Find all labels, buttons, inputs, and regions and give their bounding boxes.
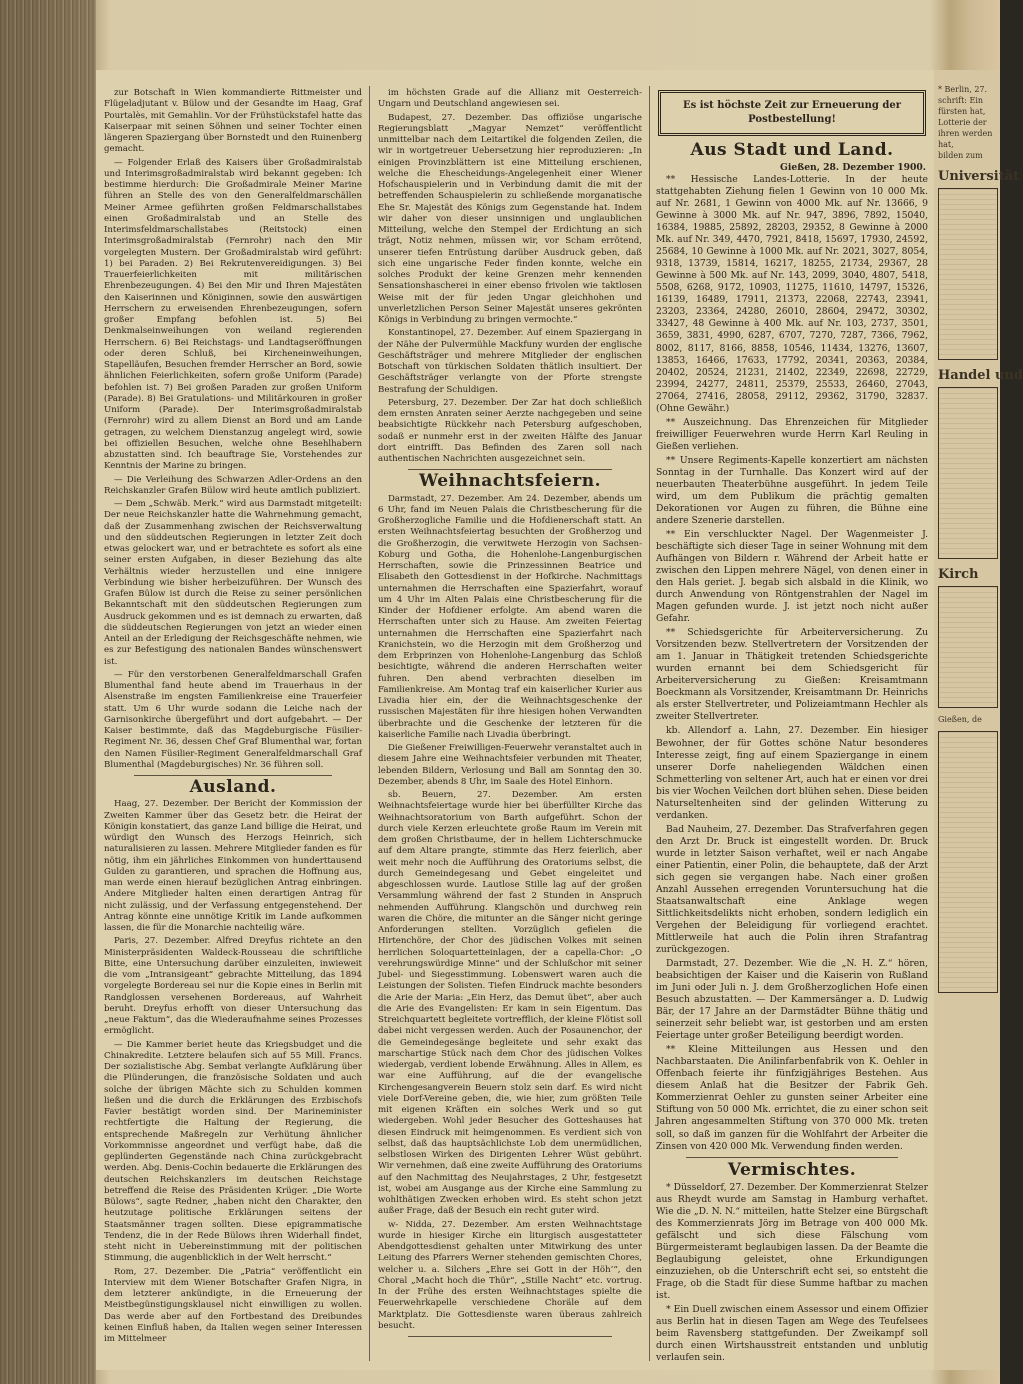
article-paragraph: * Ein Duell zwischen einem Assessor und einem Offizier aus Berlin hat in diesen Tagen am Wege des Teufelsees beim Ravensberg stattgefunden. Der Zweikampf soll durch einen Wirtshausstreit entstanden und unblutig verlaufen sein. (656, 1303, 928, 1364)
section-heading-stadt-und-land: Aus Stadt und Land. (690, 140, 894, 160)
article-paragraph: ** Schiedsgerichte für Arbeiterversicherung. Zu Vorsitzenden bezw. Stellvertretern der Vorsitzenden der am 1. Januar in Thätigkeit tretenden Schiedsgerichte wurden ernannt bei dem Schiedsgericht für Arbeiterversicherung zu Gießen: Kreisamtmann Boeckmann als Vorsitzender, Kreisamtmann Dr. Heinrichs als erster Stellvertreter, und Polizeiamtmann Hechler als zweiter Stellvertreter. (656, 627, 928, 723)
article-paragraph: Konstantinopel, 27. Dezember. Auf einem Spaziergang in der Nähe der Pulvermühle Mackfuny wurden der englische Geschäftsträger und mehrere Mitglieder der englischen Botschaft von türkischen Soldaten thätlich insultiert. Der Geschäftsträger verlangte von der Pforte strengste Bestrafung der Schuldigen. (378, 328, 642, 395)
article-paragraph: kb. Allendorf a. Lahn, 27. Dezember. Ein hiesiger Bewohner, der für Gottes schöne Natur besonderes Interesse zeigt, fing auf einem Spaziergange in einem unserer Dorfe naheliegenden Wäldchen einen Schmetterling von seltener Art, auch hat er einen vor drei bis vier Wochen Veilchen dort blühen sehen. Diese beiden Naturseltenheiten sind der gelinden Witterung zu verdanken. (656, 725, 928, 821)
section-heading-weihnachtsfeiern: Weihnachtsfeiern. (419, 471, 601, 492)
adjacent-line: bilden zum (938, 151, 983, 160)
article-paragraph: — Die Kammer beriet heute das Kriegsbudget und die Chinakredite. Letztere belaufen sich auf 55 Mill. Francs. Der sozialistische Abg. Sembat verlangte Aufklärung über die Plünderungen, die französische Soldaten und auch solche der übrigen Mächte sich zu Schulden kommen ließen und die durch die Erklärungen des Erzbischofs Favier bestätigt worden sind. Der Marineminister rechtfertigte die Haltung der Regierung, die entsprechende Maßregeln zur Verhütung ähnlicher Vorkommnisse angeordnet und verfügt habe, daß die geplünderten Gegenstände nach China zurückgebracht werden. Abg. Denis-Cochin bedauerte die Erklärungen des deutschen Reichskanzlers im deutschen Reichstage betreffend die Reise des Präsidenten Krüger. „Die Worte Bülows“, sagte Redner, „haben nicht den Charakter, den heutzutage politische Erklärungen seitens der Staatsmänner tragen sollten. Diese epigrammatische Tendenz, die in der Rede Bülows ihren Widerhall findet, steht nicht in Uebereinstimmung mit der politischen Stimmung, die augenblicklich in der Welt herrscht.“ (104, 1039, 362, 1264)
article-paragraph: * Düsseldorf, 27. Dezember. Der Kommerzienrat Stelzer aus Rheydt wurde am Samstag in Hamburg verhaftet. Wie die „D. N. N.“ mitteilen, hatte Stelzer eine Bürgschaft des Kommerzienrats Jörg im Betrage von 400 000 Mk. gefälscht und sich diese Fälschung vom Bürgermeisteramt beglaubigen lassen. Da der Beamte die Beglaubigung geleistet, ohne Erkundigungen einzuziehen, ob die Unterschrift echt sei, so entsteht die Frage, ob die Stadt für diese Summe haftbar zu machen ist. (656, 1181, 928, 1301)
adjacent-line: schrift: Ein (938, 96, 984, 105)
adjacent-line: Gießen, de (938, 715, 982, 724)
dateline: Gießen, 28. Dezember 1900. (780, 162, 926, 174)
subscription-notice: Es ist höchste Zeit zur Erneuerung der Postbestellung! (658, 90, 926, 136)
adjacent-heading: Kirch (938, 567, 979, 582)
article-paragraph: Paris, 27. Dezember. Alfred Dreyfus richtete an den Ministerpräsidenten Waldeck-Rousseau die schriftliche Bitte, eine Untersuchung darüber einzuleiten, inwieweit die vom „Intransigeant“ gebrachte Mitteilung, das 1894 vorgelegte Bordereau sei nur die Kopie eines in Berlin mit Randglossen versehenen Bordereaus, auf Wahrheit beruht. Dreyfus erhofft von dieser Untersuchung das „neue Faktum“, das die Wiederaufnahme seines Prozesses ermöglicht. (104, 936, 362, 1037)
book-spine (0, 0, 96, 1384)
column-rule (369, 86, 370, 1361)
article-paragraph: zur Botschaft in Wien kommandierte Rittmeister und Flügeladjutant v. Bülow und der Gesandte im Haag, Graf Pourtalès, mit Gemahlin. Vor der Frühstückstafel hatte das Kaiserpaar mit seinen Söhnen und seiner Tochter einen längeren Spaziergang über Bornstedt und den Ruinenberg gemacht. (104, 88, 362, 155)
adjacent-text-block (938, 387, 998, 559)
article-paragraph: Rom, 27. Dezember. Die „Patria“ veröffentlicht ein Interview mit dem Wiener Botschafter Grafen Nigra, in dem letzterer ankündigte, in die Erneuerung der Meistbegünstigungsklausel nicht einwilligen zu wollen. Das werde aber auf den Fortbestand des Dreibundes keinen Einfluß haben, da Italien wegen seiner Interessen im Mittelmeer (104, 1266, 362, 1344)
section-heading-ausland: Ausland. (189, 777, 277, 797)
adjacent-line: hat, (938, 140, 954, 149)
adjacent-advertisement (938, 731, 998, 993)
column-3 (656, 88, 928, 1366)
article-paragraph: — Dem „Schwäb. Merk.“ wird aus Darmstadt mitgeteilt: Der neue Reichskanzler hatte die Wahrnehmung gemacht, daß der Zusammenhang zwischen der Reichsverwaltung und den süddeutschen Regierungen in letzter Zeit doch etwas gelockert war, und er betrachtete es sofort als eine seiner ersten Aufgaben, in dieser Beziehung das alte Verhältnis wieder herzustellen und eine innigere Verbindung wie bisher herbeizuführen. Der Wunsch des Grafen Bülow ist durch die Reise zu seiner persönlichen Bekanntschaft mit den süddeutschen Regierungen zum Ausdruck gekommen und es ist demnach zu erwarten, daß die süddeutschen Regierungen von jetzt an wieder einen Anteil an der Erledigung der Reichsgeschäfte nehmen, wie es zur Befestigung des nationalen Bandes wünschenswert ist. (104, 499, 362, 667)
section-divider (134, 775, 332, 776)
article-paragraph: Budapest, 27. Dezember. Das offiziöse ungarische Regierungsblatt „Magyar Nemzet“ veröffentlicht unmittelbar nach dem Leitartikel die folgenden Zeilen, die wir in wortgetreuer Uebersetzung hier reproduzieren: „In einigen Provinzblättern ist eine Mitteilung erschienen, welche die Ehescheidungs-Angelegenheit einer Wiener Hofschauspielerin und in Verbindung damit die mit der betreffenden Schauspielerin zu schließende morganatische Ehe Sr. Majestät des Königs zum Gegenstande hat. Indem wir daher von dieser unsinnigen und unglaublichen Mitteilung, welche den Stempel der Erdichtung an sich trägt, Notiz nehmen, müssen wir, vor Scham errötend, unserer tiefen Entrüstung darüber Ausdruck geben, daß sich eine ungarische Feder finden konnte, welche ein solches Produkt der keine Grenzen mehr kennenden Sensationshascherei in einer ebenso frivolen wie taktlosen Weise mit der für jeden Ungar gleichhohen und unverletzlichen Person Seiner Majestät unseres gekrönten Königs in Verbindung zu bringen vermochte.“ (378, 112, 642, 325)
article-paragraph: w- Nidda, 27. Dezember. Am ersten Weihnachtstage wurde in hiesiger Kirche ein liturgisch ausgestatteter Abendgottesdienst gehalten unter Mitwirkung des unter Leitung des Pfarrers Werner stehenden gemischten Chores, welcher u. a. Silchers „Ehre sei Gott in der Höh’“, den Choral „Macht hoch die Thür“, „Stille Nacht“ etc. vortrug. In der Frühe des ersten Weihnachtstages spielte die Feuerwehrkapelle verschiedene Choräle auf dem Marktplatz. Die Gottesdienste waren überaus zahlreich besucht. (378, 1219, 642, 1331)
article-paragraph: im höchsten Grade auf die Allianz mit Oesterreich-Ungarn und Deutschland angewiesen sei. (378, 88, 642, 110)
adjacent-page-text (938, 84, 1023, 999)
article-paragraph: ** Hessische Landes-Lotterie. In der heute stattgehabten Ziehung fielen 1 Gewinn von 10 000 Mk. auf Nr. 2681, 1 Gewinn von 4000 Mk. auf Nr. 13666, 9 Gewinne à 3000 Mk. auf Nr. 947, 3896, 7892, 15040, 16384, 19885, 25892, 28203, 29352, 8 Gewinne à 2000 Mk. auf Nr. 349, 4470, 7921, 8418, 15697, 17930, 24592, 25684, 10 Gewinne à 1000 Mk. auf Nr. 2021, 3027, 8054, 9318, 13739, 15814, 16217, 18255, 21734, 29367, 28 Gewinne à 500 Mk. auf Nr. 143, 2099, 3040, 4807, 5418, 5508, 6268, 9172, 10903, 11275, 11610, 14797, 15326, 16139, 16489, 17911, 21373, 22068, 22743, 23941, 23203, 23364, 24280, 26010, 28604, 29472, 30302, 33427, 48 Gewinne à 400 Mk. auf Nr. 103, 2737, 3501, 3659, 3831, 4990, 6287, 6707, 7270, 7287, 7366, 7962, 8002, 8117, 8166, 8858, 10546, 11434, 13276, 13607, 13853, 16466, 17633, 17792, 20341, 20363, 20384, 20402, 20524, 21231, 21402, 22349, 22698, 22729, 23994, 24277, 24811, 25379, 25533, 26460, 27043, 27064, 27416, 28058, 29112, 29362, 31790, 32837. (Ohne Gewähr.) (656, 174, 928, 414)
adjacent-heading: Handel und (938, 368, 1023, 383)
article-paragraph: — Folgender Erlaß des Kaisers über Großadmiralstab und Interimsgroßadmiralstab wird bekannt gegeben: Ich bestimme hierdurch: Die Großadmirale Meiner Marine führen an Stelle des von den Generalfeldmarschällen Meiner Armee geführten großen Feldmarschallstabes einen Großadmiralstab und an Stelle des Interimsfeldmarschallstabes (Reitstock) einen Interimsgroßadmiralstab (Fernrohr) nach den Mir vorgelegten Mustern. Der Großadmiralstab wird geführt: 1) bei Paraden. 2) Bei Rekrutenvereidigungen. 3) Bei Trauerfeierlichkeiten mit militärischen Ehrenbezeugungen. 4) Bei den Mir und Ihren Majestäten den Kaiserinnen und Königinnen, sowie den auswärtigen Herrschern zu erweisenden Ehrenbezeugungen, sofern großer Empfang befohlen ist. 5) Bei Denkmalseinweihungen von weiland regierenden Herrschern. 6) Bei Reichstags- und Landtagseröffnungen oder deren Schluß, bei Kircheneinweihungen, Stapelläufen, Besuchen fremder Herrscher an Bord, sowie ähnlichen Feierlichkeiten, sofern große Uniform (Parade) befohlen ist. 7) Bei großen Paraden zur großen Uniform (Parade). 8) Bei Gratulations- und Militärkouren in großer Uniform (Parade). Der Interimsgroßadmiralstab (Fernrohr) wird zu allem Dienst an Bord und am Lande getragen, zu welchem Dienstanzug angelegt wird, sowie bei offiziellen Besuchen, welche ohne Besehlhabern abzustatten sind. Ich beauftrage Sie, Vorstehendes zur Kenntnis der Marine zu bringen. (104, 157, 362, 472)
column-2 (378, 88, 642, 1341)
article-paragraph: Darmstadt, 27. Dezember. Am 24. Dezember, abends um 6 Uhr, fand im Neuen Palais die Christbescherung für die Großherzogliche Familie und die Hofdienerschaft statt. An ersten Weihnachtsfeiertag besuchten der Großherzog und die Großherzogin, die verwitwete Herzogin von Sachsen-Koburg und Gotha, die Hohenlohe-Langenburgischen Herrschaften, sowie die Prinzessinnen Beatrice und Elisabeth den Gottesdienst in der Hofkirche. Nachmittags unternahmen die Herrschaften eine Spazierfahrt, worauf um 4 Uhr im Alten Palais eine Christbescherung für die Kinder der Hofdiener erfolgte. Am abend waren die Herrschaften unter sich zu Hause. Am zweiten Feiertag unternahmen die Herrschaften eine Spazierfahrt nach Kranichstein, wo die Herzogin mit dem Großherzog und dem Erbprinzen von Hohenlohe-Langenburg das Schloß besichtigte, während die anderen Herrschaften weiter fuhren. Den abend verbrachten dieselben im Familienkreise. Am Montag traf ein kaiserlicher Kurier aus Livadia hier ein, der die Weihnachtsgeschenke der russischen Majestäten für ihre hiesigen hohen Verwandten überbrachte und die Geschenke der letzteren für die kaiserliche Familie nach Livadia überbringt. (378, 493, 642, 740)
column-1 (104, 88, 362, 1347)
section-heading-vermischtes: Vermischtes. (727, 1159, 857, 1180)
article-paragraph: Haag, 27. Dezember. Der Bericht der Kommission der Zweiten Kammer über das Gesetz betr. die Heirat der Königin konstatiert, das ganze Land billige die Heirat, und würdigt den Wunsch des Herzogs Heinrich, sich naturalisieren zu lassen. Mehrere Mitglieder fanden es für nötig, ihm ein jährliches Einkommen von hunderttausend Gulden zu garantieren, und sprachen die Hoffnung aus, man werde einen hierauf bezüglichen Antrag einbringen. Andere Mitglieder halten einen derartigen Antrag für nicht zulässig, und der Verfassung entgegenstehend. Der Antrag könnte eine unnötige Kritik im Lande aufkommen lassen, die für die Monarchie nachteilig wäre. (104, 799, 362, 933)
section-divider (408, 1336, 612, 1337)
article-paragraph: Bad Nauheim, 27. Dezember. Das Strafverfahren gegen den Arzt Dr. Bruck ist eingestellt worden. Dr. Bruck wurde in letzter Saison verhaftet, weil er nach Angabe einer Patientin, einer Polin, die behauptete, daß der Arzt sich gegen sie vergangen habe. Nach einer großen Anzahl Aussehen erregenden Voruntersuchung hat die Staatsanwaltschaft eine Anklage wegen Sittlichkeitsdelikts nicht erhoben, sondern lediglich ein Vergehen der Beleidigung für vorliegend erachtet. Mittlerweile hat auch die Polin ihren Strafantrag zurückgezogen. (656, 823, 928, 956)
adjacent-line: fürsten hat, (938, 107, 986, 116)
newspaper-page (96, 70, 934, 1370)
adjacent-line: Lotterie der (938, 118, 987, 127)
article-paragraph: — Die Verleihung des Schwarzen Adler-Ordens an den Reichskanzler Grafen Bülow wird heute amtlich publiziert. (104, 474, 362, 496)
section-divider (408, 469, 612, 470)
column-rule (649, 86, 650, 1361)
article-paragraph: Petersburg, 27. Dezember. Der Zar hat doch schließlich dem ernsten Anraten seiner Aerzte nachgegeben und seine beabsichtigte Rückkehr nach Petersburg aufgeschoben, sodaß er nunmehr erst in der zweiten Hälfte des Januar dort eintrifft. Das Befinden des Zaren soll nach authentischen Nachrichten ausgezeichnet sein. (378, 397, 642, 464)
article-paragraph: Die Gießener Freiwilligen-Feuerwehr veranstaltet auch in diesem Jahre eine Weihnachtsfeier verbunden mit Theater, lebenden Bildern, Verlosung und Ball am Sonntag den 30. Dezember, abends 8 Uhr, im Saale des Hotel Einhorn. (378, 743, 642, 787)
adjacent-line: ihren werden (938, 129, 993, 138)
article-paragraph: — Für den verstorbenen Generalfeldmarschall Grafen Blumenthal fand heute abend im Trauerhaus in der Alsenstraße im engsten Familienkreise eine Trauerfeier statt. Um 6 Uhr wurde sodann die Leiche nach der Garnisonkirche übergeführt und dort aufgebahrt. — Der Kaiser bestimmte, daß das Magdeburgische Füsilier-Regiment Nr. 36, dessen Chef Graf Blumenthal war, fortan den Namen Füsilier-Regiment Generalfeldmarschall Graf Blumenthal (Magdeburgisches) Nr. 36 führen soll. (104, 669, 362, 770)
article-paragraph: sb. Beuern, 27. Dezember. Am ersten Weihnachtsfeiertage wurde hier bei überfüllter Kirche das Weihnachtsoratorium von Barth aufgeführt. Schon der durch viele Kerzen erleuchtete große Raum im Verein mit dem großen Christbaume, der in hellem Lichterschmucke auf dem Altare prangte, stimmte das Herz feierlich, aber weit mehr noch die Aufführung des Oratoriums selbst, die durch Gemeindegesang und Gebet eingeleitet und abgeschlossen wurde. Lautlose Stille lag auf der großen Versammlung während der fast 2 Stunden in Anspruch nehmenden Aufführung. Klangschön und durchweg rein waren die Chöre, die mitunter an die Sänger nicht geringe Anforderungen stellten. Vorzüglich gefielen die Hirtenchöre, der Chor des jüdischen Volkes mit seinen herrlichen Soloquartetteinlagen, der a capella-Chor: „O verehrungswürdige Minne“ und der Schlußchor mit seiner Jubel- und Siegesstimmung. Lobenswert waren auch die Leistungen der Solisten. Tiefen Eindruck machte besonders die Arie der Maria: „Ein Herz, das Demut übet“, aber auch die Arie des Evangelisten: Er kam in sein Eigentum. Das Streichquartett begleitete vortrefflich, der kleine Flötist soll dabei nicht vergessen werden. Auch der Posaunenchor, der die Gemeindegesänge begleitete und sehr exakt das marschartige Stück nach dem Chor des jüdischen Volkes wiedergab, verdient lobende Erwähnung. Alles in Allem, es war eine Aufführung, auf die der evangelische Kirchengesangverein Beuern stolz sein darf. Es wird nicht viele Dorf-Vereine geben, die, wie hier, zum größten Teile mit eigenen Kräften ein solches Werk und so gut wiedergeben. Wohl jeder Besucher des Gotteshauses hat diesen Eindruck mit heimgenommen. Es verdient sich von selbst, daß das hauptsächlichste Lob dem unermüdlichen, selbstlosen Wirken des Dirigenten Lehrer Wüst gebührt. Wir vernehmen, daß eine zweite Aufführung des Oratoriums auf den Nachmittag des Neujahrstages, 2 Uhr, festgesetzt ist, wobei am Ausgange aus der Kirche eine Sammlung zu wohlthätigen Zwecken erhoben wird. Es steht schon jetzt außer Frage, daß der Besuch ein recht guter wird. (378, 790, 642, 1217)
adjacent-text-block (938, 586, 998, 708)
article-paragraph: ** Unsere Regiments-Kapelle konzertiert am nächsten Sonntag in der Turnhalle. Das Konzert wird auf der neuerbauten Theaterbühne ausgeführt. In jedem Teile wird, um dem Publikum die prächtig gemalten Dekorationen vor Augen zu führen, die Bühne eine andere Szenerie darstellen. (656, 454, 928, 526)
adjacent-text-block (938, 188, 998, 360)
adjacent-heading: Universität (938, 169, 1020, 184)
section-divider (686, 1157, 898, 1158)
article-paragraph: Darmstadt, 27. Dezember. Wie die „N. H. Z.“ hören, beabsichtigen der Kaiser und die Kaiserin von Rußland im Juni oder Juli n. J. dem Großherzoglichen Hofe einen Besuch abzustatten. — Der Kammersänger a. D. Ludwig Bär, der 17 Jahre an der Darmstädter Bühne thätig und seinerzeit sehr beliebt war, ist gestorben und am ersten Feiertage unter großer Beteiligung beerdigt worden. (656, 958, 928, 1042)
article-paragraph: ** Auszeichnung. Das Ehrenzeichen für Mitglieder freiwilliger Feuerwehren wurde Herrn Karl Reuling in Gießen verliehen. (656, 416, 928, 452)
adjacent-page-edge (934, 70, 1023, 1370)
adjacent-line: * Berlin, 27. (938, 85, 988, 94)
article-paragraph: ** Ein verschluckter Nagel. Der Wagenmeister J. beschäftigte sich dieser Tage in seiner Wohnung mit dem Aufhängen von Bildern r. Während der Arbeit hatte er zwischen den Lippen mehrere Nägel, von denen einer in den Hals geriet. J. begab sich alsbald in die Klinik, wo durch Anwendung von Röntgenstrahlen der Nagel im Magen gefunden wurde. J. ist jetzt noch nicht außer Gefahr. (656, 528, 928, 625)
article-paragraph: ** Kleine Mitteilungen aus Hessen und den Nachbarstaaten. Die Anilinfarbenfabrik von K. Oehler in Offenbach feierte ihr fünfzigjähriges Bestehen. Aus diesem Anlaß hat die Besitzer der Fabrik Geh. Kommerzienrat Oehler zu gunsten seiner Arbeiter eine Stiftung von 50 000 Mk. errichtet, die zu einer schon seit Jahren angesammelten Stiftung von 370 000 Mk. treten soll, so daß im ganzen für die Wohlfahrt der Arbeiter die Zinsen von 420 000 Mk. Verwendung finden werden. (656, 1044, 928, 1152)
